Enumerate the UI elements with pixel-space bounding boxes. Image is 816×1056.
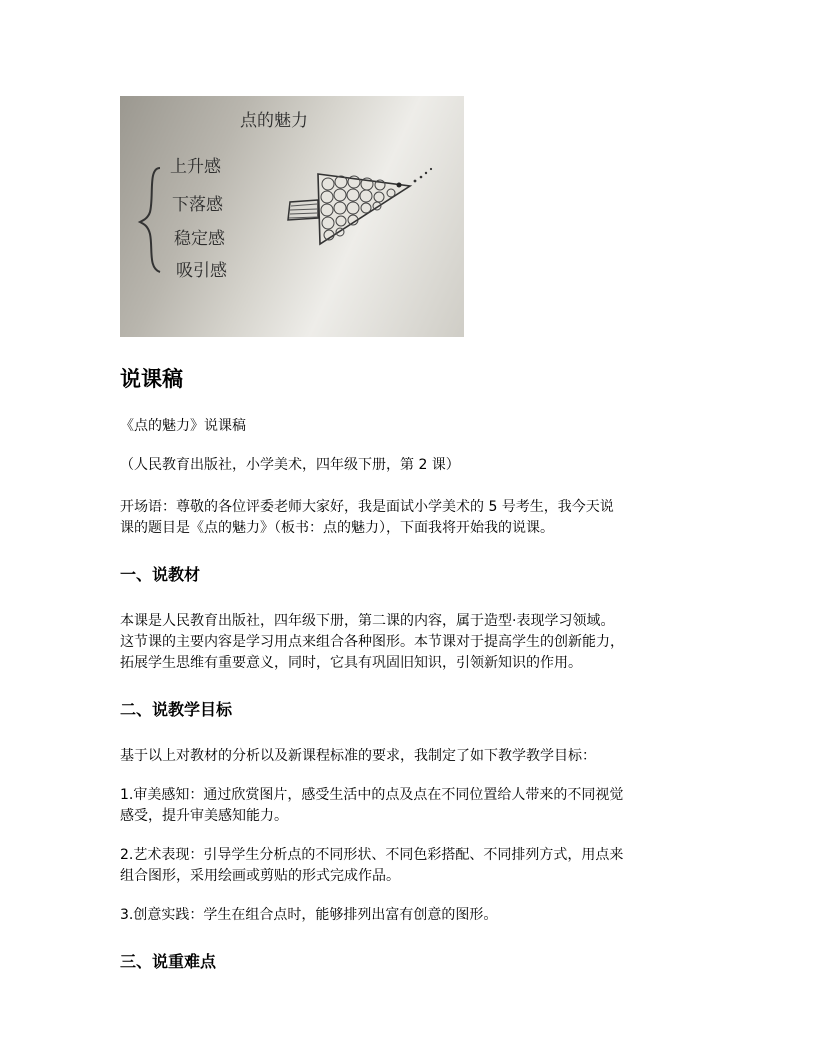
goal3-line: 3.创意实践：学生在组合点时，能够排列出富有创意的图形。	[120, 907, 498, 923]
section1-line-3: 拓展学生思维有重要意义，同时，它具有巩固旧知识，引领新知识的作用。	[120, 655, 582, 671]
goal1-line-2: 感受，提升审美感知能力。	[120, 808, 288, 824]
section1-line-2: 这节课的主要内容是学习用点来组合各种图形。本节课对于提高学生的创新能力，	[120, 634, 624, 650]
goal1-line-1: 1.审美感知：通过欣赏图片，感受生活中的点及点在不同位置给人带来的不同视觉	[120, 787, 624, 803]
section-title-key-points: 三、说重难点	[120, 952, 217, 971]
photo-item-2: 下落感	[172, 195, 223, 215]
photo-item-3: 稳定感	[174, 229, 225, 249]
brace-shape	[140, 168, 160, 272]
goal2-line-1: 2.艺术表现：引导学生分析点的不同形状、不同色彩搭配、不同排列方式，用点来	[120, 847, 624, 863]
photo-title: 点的魅力	[240, 111, 308, 131]
opening-line-1: 开场语：尊敬的各位评委老师大家好，我是面试小学美术的 5 号考生，我今天说	[120, 499, 614, 515]
document-heading: 说课稿	[120, 367, 183, 391]
section1-line-1: 本课是人民教育出版社，四年级下册，第二课的内容，属于造型·表现学习领域。	[120, 613, 615, 629]
document-source: （人民教育出版社，小学美术，四年级下册，第 2 课）	[120, 457, 460, 473]
section-title-teaching-goals: 二、说教学目标	[120, 700, 233, 719]
handwritten-note-photo	[120, 96, 464, 337]
opening-line-2: 课的题目是《点的魅力》（板书：点的魅力），下面我将开始我的说课。	[120, 520, 554, 536]
note-drawing	[120, 96, 464, 337]
document-subtitle: 《点的魅力》说课稿	[120, 418, 246, 434]
goals-intro: 基于以上对教材的分析以及新课程标准的要求，我制定了如下教学教学目标：	[120, 748, 596, 764]
document-page	[120, 96, 702, 974]
section-title-teaching-material: 一、说教材	[120, 565, 201, 584]
photo-item-4: 吸引感	[176, 261, 227, 281]
photo-item-1: 上升感	[170, 157, 221, 177]
fish-drawing	[288, 168, 432, 244]
goal2-line-2: 组合图形，采用绘画或剪贴的形式完成作品。	[120, 868, 400, 884]
